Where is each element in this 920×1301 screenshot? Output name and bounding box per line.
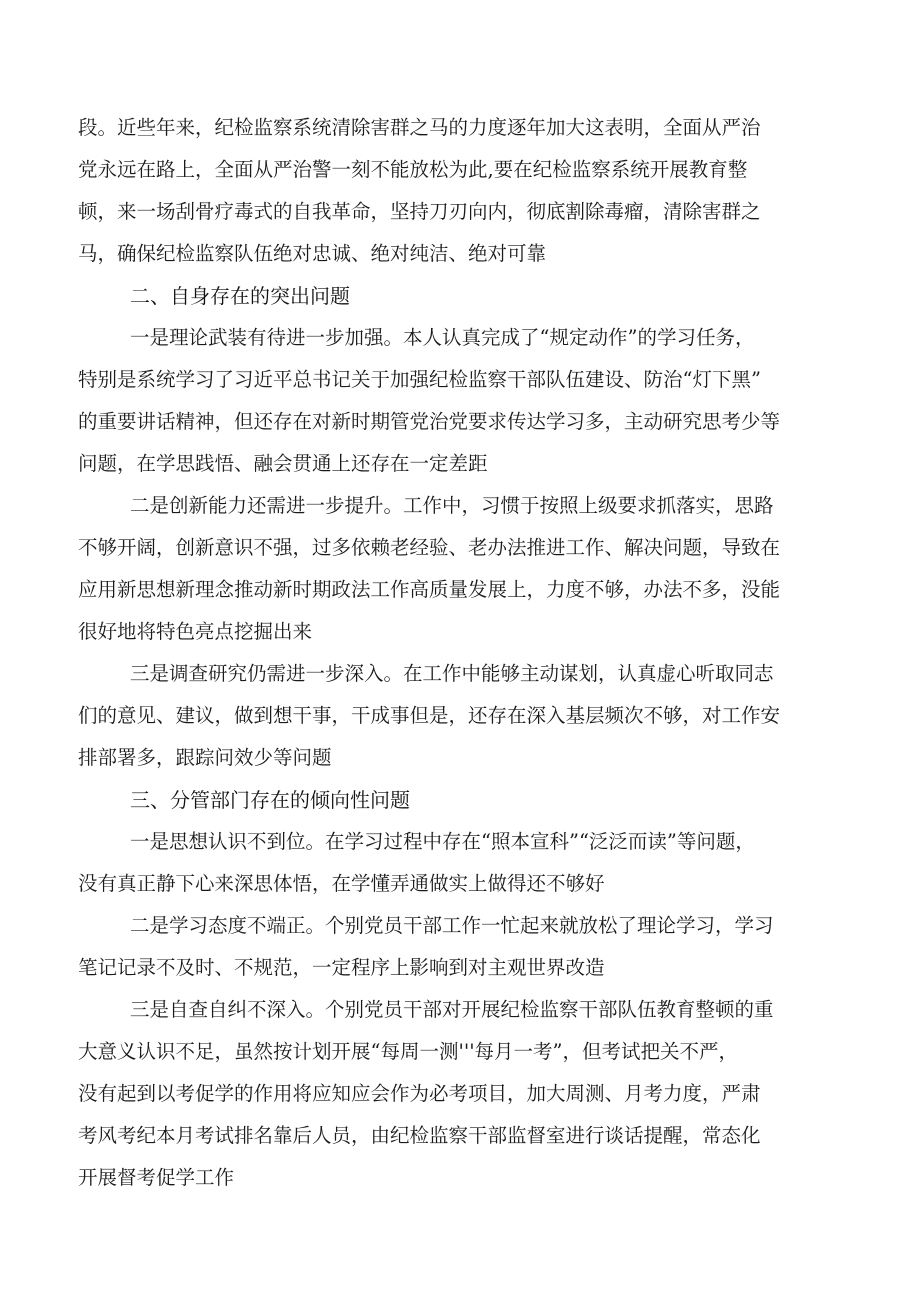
paragraph-line: 应用新思想新理念推动新时期政法工作高质量发展上，力度不够，办法不多，没能 bbox=[78, 578, 781, 601]
paragraph-line: 顿，来一场刮骨疗毒式的自我革命，坚持刀刃向内，彻底割除毒瘤，清除害群之 bbox=[78, 200, 761, 223]
section-heading: 二、自身存在的突出问题 bbox=[130, 284, 350, 308]
paragraph-line: 们的意见、建议，做到想干事，干成事但是，还存在深入基层频次不够，对工作安 bbox=[78, 704, 781, 727]
paragraph-line: 不够开阔，创新意识不强，过多依赖老经验、老办法推进工作、解决问题，导致在 bbox=[78, 536, 781, 559]
section-heading: 三、分管部门存在的倾向性问题 bbox=[130, 788, 410, 812]
paragraph-line: 开展督考促学工作 bbox=[78, 1166, 235, 1189]
paragraph-line: 三是自查自纠不深入。个别党员干部对开展纪检监察干部队伍教育整顿的重 bbox=[130, 998, 774, 1021]
paragraph-line: 没有起到以考促学的作用将应知应会作为必考项目，加大周测、月考力度，严肃 bbox=[78, 1082, 761, 1105]
paragraph-line: 一是理论武装有待进一步加强。本人认真完成了“规定动作”的学习任务， bbox=[130, 326, 755, 349]
paragraph-line: 二是学习态度不端正。个别党员干部工作一忙起来就放松了理论学习，学习 bbox=[130, 914, 774, 937]
paragraph-line: 特别是系统学习了习近平总书记关于加强纪检监察干部队伍建设、防治“灯下黑” bbox=[78, 368, 761, 391]
paragraph-line: 笔记记录不及时、不规范，一定程序上影响到对主观世界改造 bbox=[78, 956, 605, 979]
paragraph-line: 问题，在学思践悟、融会贯通上还存在一定差距 bbox=[78, 452, 488, 475]
paragraph-line: 三是调查研究仍需进一步深入。在工作中能够主动谋划，认真虚心听取同志 bbox=[130, 662, 774, 685]
paragraph-line: 的重要讲话精神，但还存在对新时期管党治党要求传达学习多，主动研究思考少等 bbox=[78, 410, 781, 433]
paragraph-line: 考风考纪本月考试排名靠后人员，由纪检监察干部监督室进行谈话提醒，常态化 bbox=[78, 1124, 761, 1147]
paragraph-line: 党永远在路上，全面从严治警一刻不能放松为此,要在纪检监察系统开展教育整 bbox=[78, 158, 748, 181]
paragraph-line: 一是思想认识不到位。在学习过程中存在“照本宣科”“泛泛而读”等问题， bbox=[130, 830, 755, 853]
paragraph-line: 没有真正静下心来深思体悟，在学懂弄通做实上做得还不够好 bbox=[78, 872, 605, 895]
paragraph-line: 马，确保纪检监察队伍绝对忠诚、绝对纯洁、绝对可靠 bbox=[78, 242, 547, 265]
paragraph-line: 很好地将特色亮点挖掘出来 bbox=[78, 620, 313, 643]
paragraph-line: 段。近些年来，纪检监察系统清除害群之马的力度逐年加大这表明，全面从严治 bbox=[78, 116, 761, 139]
paragraph-line: 排部署多，跟踪问效少等问题 bbox=[78, 746, 332, 769]
paragraph-line: 大意义认识不足，虽然按计划开展“每周一测'''每月一考”，但考试把关不严， bbox=[78, 1040, 739, 1063]
paragraph-line: 二是创新能力还需进一步提升。工作中，习惯于按照上级要求抓落实，思路 bbox=[130, 494, 774, 517]
